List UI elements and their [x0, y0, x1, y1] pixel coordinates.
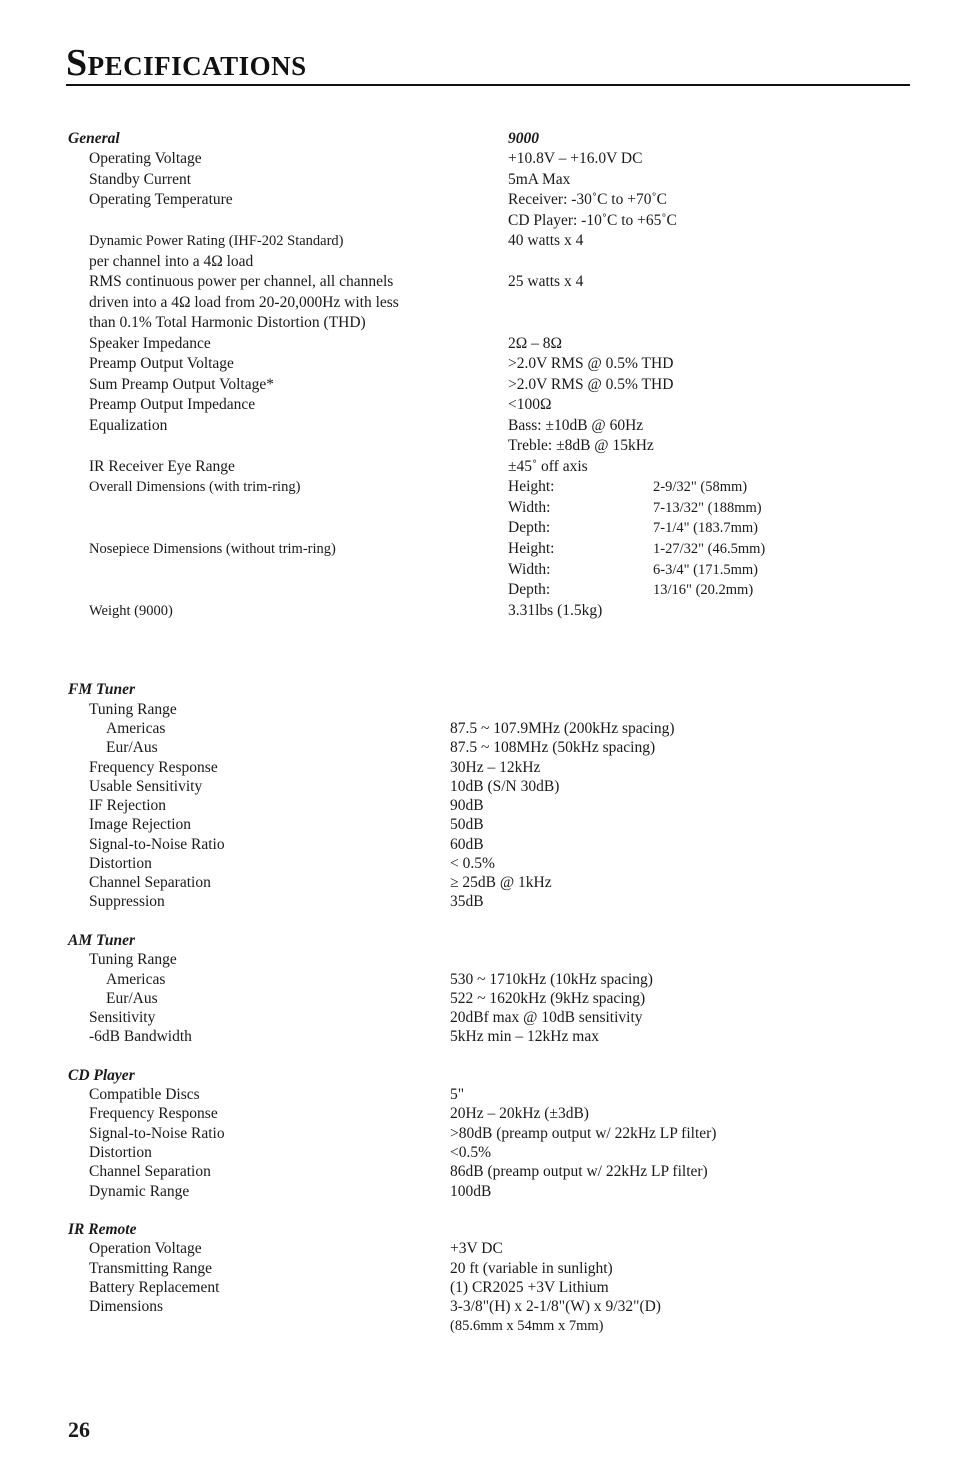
- spec-value: <0.5%: [450, 1144, 492, 1161]
- spec-value: Width:: [508, 499, 551, 516]
- spec-value: 5": [450, 1086, 465, 1103]
- spec-label: driven into a 4Ω load from 20-20,000Hz with less: [89, 294, 399, 311]
- spec-value: <100Ω: [508, 396, 552, 413]
- spec-row: [0, 436, 954, 456]
- spec-row: [0, 989, 954, 1009]
- spec-label: Signal-to-Noise Ratio: [89, 1125, 225, 1142]
- spec-row: [0, 477, 954, 497]
- spec-value: 10dB (S/N 30dB): [450, 778, 560, 795]
- spec-label: Overall Dimensions (with trim-ring): [89, 479, 301, 495]
- spec-row: [0, 1085, 954, 1105]
- spec-value: ±45˚ off axis: [508, 458, 588, 475]
- spec-row: [0, 293, 954, 313]
- spec-row: [0, 170, 954, 190]
- spec-row: [0, 1278, 954, 1298]
- spec-row: [0, 950, 954, 970]
- spec-value: 5mA Max: [508, 171, 571, 188]
- section-heading-row: [0, 931, 954, 951]
- spec-row: [0, 719, 954, 739]
- spec-label: Channel Separation: [89, 874, 211, 891]
- spec-row: [0, 375, 954, 395]
- spec-value: 530 ~ 1710kHz (10kHz spacing): [450, 971, 653, 988]
- spec-value: >2.0V RMS @ 0.5% THD: [508, 355, 674, 372]
- section-heading: General: [68, 130, 120, 147]
- spec-label: Frequency Response: [89, 1105, 218, 1122]
- spec-row: [0, 518, 954, 538]
- spec-row: [0, 1259, 954, 1279]
- section-heading-row: [0, 1220, 954, 1240]
- spec-value: +10.8V – +16.0V DC: [508, 150, 643, 167]
- spec-row: [0, 1143, 954, 1163]
- spec-value: Width:: [508, 561, 551, 578]
- spec-row: [0, 416, 954, 436]
- spec-row: [0, 457, 954, 477]
- spec-label: Image Rejection: [89, 816, 191, 833]
- spec-row: [0, 835, 954, 855]
- spec-row: [0, 1316, 954, 1336]
- spec-value: 30Hz – 12kHz: [450, 759, 541, 776]
- spec-value: 20 ft (variable in sunlight): [450, 1260, 613, 1277]
- spec-value-detail: 7-1/4" (183.7mm): [653, 520, 758, 536]
- spec-row: [0, 313, 954, 333]
- spec-label: Standby Current: [89, 171, 192, 188]
- section-heading-row: [0, 680, 954, 700]
- spec-label: Operating Voltage: [89, 150, 202, 167]
- spec-label: Americas: [106, 971, 166, 988]
- spec-value: 35dB: [450, 893, 484, 910]
- spec-label: Sum Preamp Output Voltage*: [89, 376, 274, 393]
- page-number: 26: [68, 1417, 90, 1442]
- spec-row: [0, 395, 954, 415]
- spec-row: [0, 498, 954, 518]
- spec-row: [0, 700, 954, 720]
- spec-label: Dimensions: [89, 1298, 164, 1315]
- section-heading-row: [0, 129, 954, 149]
- spec-value: Receiver: -30˚C to +70˚C: [508, 191, 667, 208]
- spec-label: Channel Separation: [89, 1163, 211, 1180]
- spec-row: [0, 601, 954, 621]
- spec-label: Usable Sensitivity: [89, 778, 203, 795]
- spec-row: [0, 149, 954, 169]
- spec-value: (85.6mm x 54mm x 7mm): [450, 1318, 604, 1334]
- spec-label: Preamp Output Voltage: [89, 355, 234, 372]
- spec-label: IF Rejection: [89, 797, 167, 814]
- spec-value: Depth:: [508, 581, 551, 598]
- spec-value: Height:: [508, 540, 555, 557]
- spec-value-detail: 2-9/32" (58mm): [653, 479, 748, 495]
- spec-value: 100dB: [450, 1183, 492, 1200]
- spec-row: [0, 1162, 954, 1182]
- spec-label: Weight (9000): [89, 603, 173, 619]
- spec-row: [0, 334, 954, 354]
- spec-value: Height:: [508, 478, 555, 495]
- spec-row: [0, 211, 954, 231]
- spec-value: < 0.5%: [450, 855, 495, 872]
- spec-label: IR Receiver Eye Range: [89, 458, 235, 475]
- section-heading-row: [0, 1066, 954, 1086]
- spec-value: 86dB (preamp output w/ 22kHz LP filter): [450, 1163, 708, 1180]
- spec-label: Operation Voltage: [89, 1240, 202, 1257]
- spec-row: [0, 738, 954, 758]
- spec-value-detail: 6-3/4" (171.5mm): [653, 562, 758, 578]
- spec-value: 40 watts x 4: [508, 232, 584, 249]
- spec-row: [0, 815, 954, 835]
- spec-label: Battery Replacement: [89, 1279, 220, 1296]
- spec-row: [0, 1297, 954, 1317]
- spec-row: [0, 539, 954, 559]
- spec-value: 90dB: [450, 797, 484, 814]
- spec-row: [0, 758, 954, 778]
- spec-label: Dynamic Range: [89, 1183, 190, 1200]
- section-heading: CD Player: [68, 1067, 135, 1084]
- spec-label: Eur/Aus: [106, 990, 158, 1007]
- spec-value: +3V DC: [450, 1240, 503, 1257]
- spec-value: (1) CR2025 +3V Lithium: [450, 1279, 609, 1296]
- spec-row: [0, 1124, 954, 1144]
- spec-value: >2.0V RMS @ 0.5% THD: [508, 376, 674, 393]
- spec-label: Preamp Output Impedance: [89, 396, 256, 413]
- spec-value: 5kHz min – 12kHz max: [450, 1028, 599, 1045]
- model-heading: 9000: [508, 130, 539, 147]
- spec-value: 87.5 ~ 108MHz (50kHz spacing): [450, 739, 656, 756]
- spec-value-detail: 1-27/32" (46.5mm): [653, 541, 766, 557]
- spec-label: Transmitting Range: [89, 1260, 213, 1277]
- spec-value: 2Ω – 8Ω: [508, 335, 563, 352]
- spec-label: than 0.1% Total Harmonic Distortion (THD): [89, 314, 366, 331]
- spec-label: Operating Temperature: [89, 191, 233, 208]
- spec-row: [0, 354, 954, 374]
- spec-label: Speaker Impedance: [89, 335, 211, 352]
- spec-row: [0, 1182, 954, 1202]
- spec-row: [0, 796, 954, 816]
- page-title: Specifications: [66, 42, 307, 84]
- spec-row: [0, 1239, 954, 1259]
- spec-label: Tuning Range: [89, 951, 177, 968]
- spec-row: [0, 854, 954, 874]
- spec-row: [0, 1008, 954, 1028]
- spec-label: Frequency Response: [89, 759, 218, 776]
- spec-value: 20Hz – 20kHz (±3dB): [450, 1105, 589, 1122]
- spec-value: Bass: ±10dB @ 60Hz: [508, 417, 644, 434]
- section-heading: FM Tuner: [68, 681, 136, 698]
- spec-row: [0, 777, 954, 797]
- spec-value: Treble: ±8dB @ 15kHz: [508, 437, 654, 454]
- spec-row: [0, 970, 954, 990]
- spec-value: 60dB: [450, 836, 484, 853]
- spec-value-detail: 7-13/32" (188mm): [653, 500, 762, 516]
- spec-label: -6dB Bandwidth: [89, 1028, 192, 1045]
- spec-value: Depth:: [508, 519, 551, 536]
- spec-value: 87.5 ~ 107.9MHz (200kHz spacing): [450, 720, 675, 737]
- spec-value: 50dB: [450, 816, 484, 833]
- spec-label: Suppression: [89, 893, 165, 910]
- spec-label: Distortion: [89, 1144, 152, 1161]
- spec-label: Tuning Range: [89, 701, 177, 718]
- spec-value: 20dBf max @ 10dB sensitivity: [450, 1009, 643, 1026]
- spec-row: [0, 580, 954, 600]
- title-divider: [66, 84, 910, 86]
- spec-value: >80dB (preamp output w/ 22kHz LP filter): [450, 1125, 717, 1142]
- section-heading: IR Remote: [68, 1221, 137, 1238]
- spec-label: per channel into a 4Ω load: [89, 253, 254, 270]
- spec-row: [0, 231, 954, 251]
- spec-label: Nosepiece Dimensions (without trim-ring): [89, 541, 336, 557]
- spec-row: [0, 892, 954, 912]
- section-heading: AM Tuner: [68, 932, 136, 949]
- spec-label: Signal-to-Noise Ratio: [89, 836, 225, 853]
- spec-label: RMS continuous power per channel, all channels: [89, 273, 394, 290]
- spec-label: Equalization: [89, 417, 168, 434]
- spec-value: 3.31lbs (1.5kg): [508, 602, 603, 619]
- spec-value: CD Player: -10˚C to +65˚C: [508, 212, 677, 229]
- spec-label: Sensitivity: [89, 1009, 156, 1026]
- spec-value: 3-3/8"(H) x 2-1/8"(W) x 9/32"(D): [450, 1298, 661, 1315]
- spec-row: [0, 560, 954, 580]
- spec-label: Distortion: [89, 855, 152, 872]
- spec-label: Americas: [106, 720, 166, 737]
- spec-row: [0, 272, 954, 292]
- spec-label: Compatible Discs: [89, 1086, 200, 1103]
- spec-value: ≥ 25dB @ 1kHz: [450, 874, 552, 891]
- spec-value: 522 ~ 1620kHz (9kHz spacing): [450, 990, 646, 1007]
- spec-row: [0, 190, 954, 210]
- spec-label: Dynamic Power Rating (IHF-202 Standard): [89, 233, 344, 249]
- spec-value: 25 watts x 4: [508, 273, 584, 290]
- spec-row: [0, 1027, 954, 1047]
- spec-row: [0, 252, 954, 272]
- spec-row: [0, 1104, 954, 1124]
- spec-row: [0, 873, 954, 893]
- spec-value-detail: 13/16" (20.2mm): [653, 582, 754, 598]
- spec-label: Eur/Aus: [106, 739, 158, 756]
